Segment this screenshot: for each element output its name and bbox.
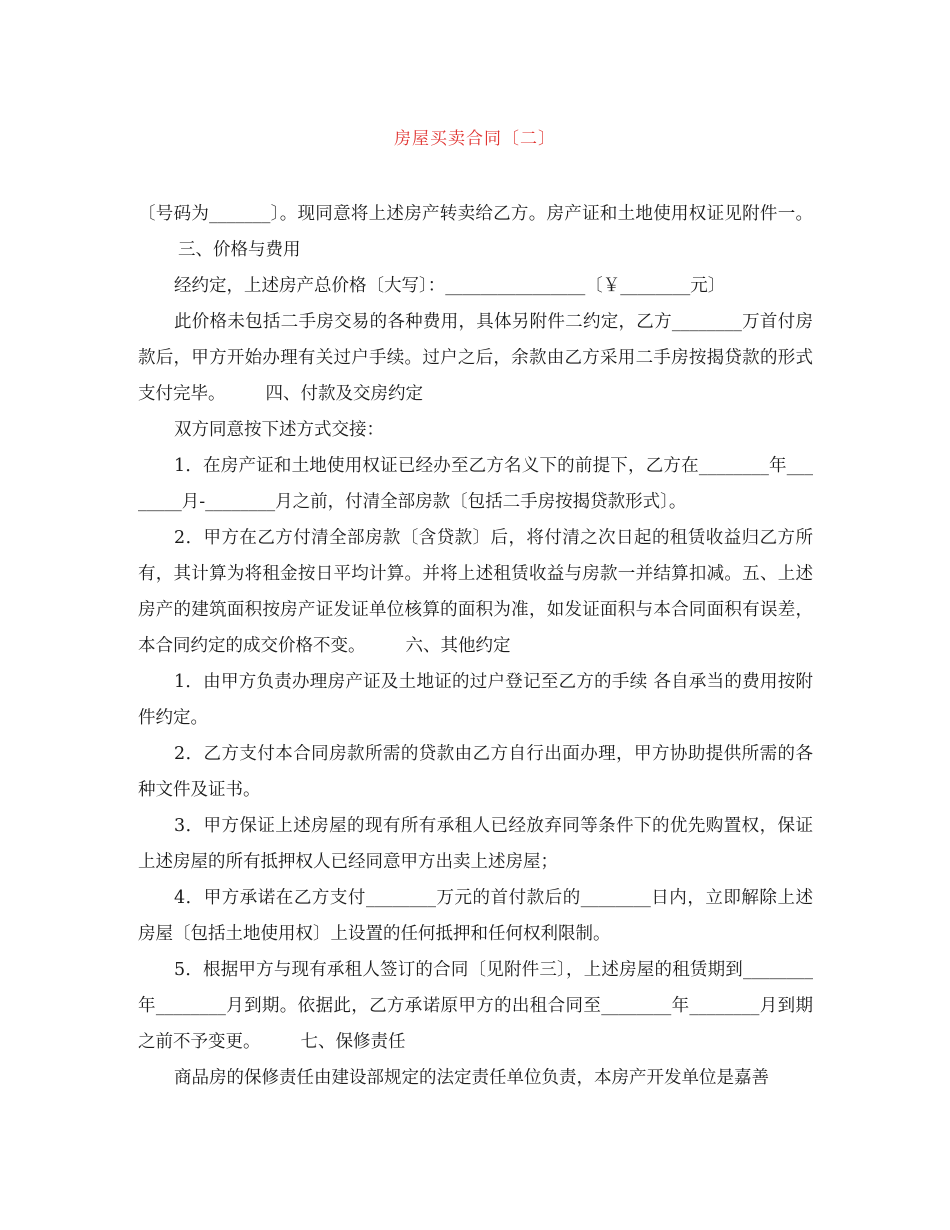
- section-heading: 七、保修责任: [300, 1032, 406, 1052]
- document-title: 房屋买卖合同〔二〕: [394, 129, 556, 149]
- paragraph: [138, 736, 813, 808]
- paragraph-text: 2．乙方支付本合同房款所需的贷款由乙方自行出面办理，甲方协助提供所需的各种文件及证书。: [138, 744, 813, 800]
- paragraph-text: 2．甲方在乙方付清全部房款〔含贷款〕后，将付清之次日起的租赁收益归乙方所有，其计算为将租金按日平均计算。并将上述租赁收益与房款一并结算扣减。五、上述房产的建筑面积按房产证发证单位核算的面积为准，如发证面积与本合同面积有误差，本合同约定的成交价格不变。: [138, 528, 813, 656]
- paragraph: [138, 448, 813, 520]
- paragraph: [138, 268, 813, 304]
- paragraph-text: 1．由甲方负责办理房产证及土地证的过户登记至乙方的手续 各自承当的费用按附件约定。: [138, 672, 813, 728]
- paragraph: [138, 520, 813, 664]
- paragraph: [138, 808, 813, 880]
- paragraph-text: 双方同意按下述方式交接：: [174, 420, 384, 440]
- paragraph: [138, 412, 813, 448]
- paragraph-text: 商品房的保修责任由建设部规定的法定责任单位负责，本房产开发单位是嘉善: [174, 1068, 769, 1088]
- paragraph-text: 5．根据甲方与现有承租人签订的合同〔见附件三〕，上述房屋的租赁期到________年________月到期。依据此，乙方承诺原甲方的出租合同至________年________月到期之前不予变更。: [138, 960, 813, 1052]
- paragraph-text: 1．在房产证和土地使用权证已经办至乙方名义下的前提下，乙方在________年________月-________月之前，付清全部房款〔包括二手房按揭贷款形式〕。: [138, 456, 813, 512]
- paragraph: [138, 1060, 813, 1096]
- document-body: [138, 196, 813, 1096]
- paragraph-text: 此价格未包括二手房交易的各种费用，具体另附件二约定，乙方________万首付房款后，甲方开始办理有关过户手续。过户之后，余款由乙方采用二手房按揭贷款的形式支付完毕。: [138, 312, 813, 404]
- section-heading: 三、价格与费用: [178, 240, 301, 260]
- paragraph-text: 经约定，上述房产总价格〔大写〕：________________〔￥________元〕: [174, 276, 726, 296]
- paragraph: [138, 196, 813, 268]
- paragraph: [138, 664, 813, 736]
- paragraph: [138, 880, 813, 952]
- paragraph-text: 4．甲方承诺在乙方支付________万元的首付款后的________日内，立即解除上述房屋〔包括土地使用权〕上设置的任何抵押和任何权利限制。: [138, 888, 813, 944]
- section-heading: 四、付款及交房约定: [265, 384, 423, 404]
- section-heading: 六、其他约定: [405, 636, 511, 656]
- paragraph-text: 3．甲方保证上述房屋的现有所有承租人已经放弃同等条件下的优先购置权，保证上述房屋的所有抵押权人已经同意甲方出卖上述房屋；: [138, 816, 813, 872]
- paragraph-text: 〔号码为_______〕。现同意将上述房产转卖给乙方。房产证和土地使用权证见附件一。: [138, 204, 813, 224]
- paragraph: [138, 304, 813, 412]
- paragraph: [138, 952, 813, 1060]
